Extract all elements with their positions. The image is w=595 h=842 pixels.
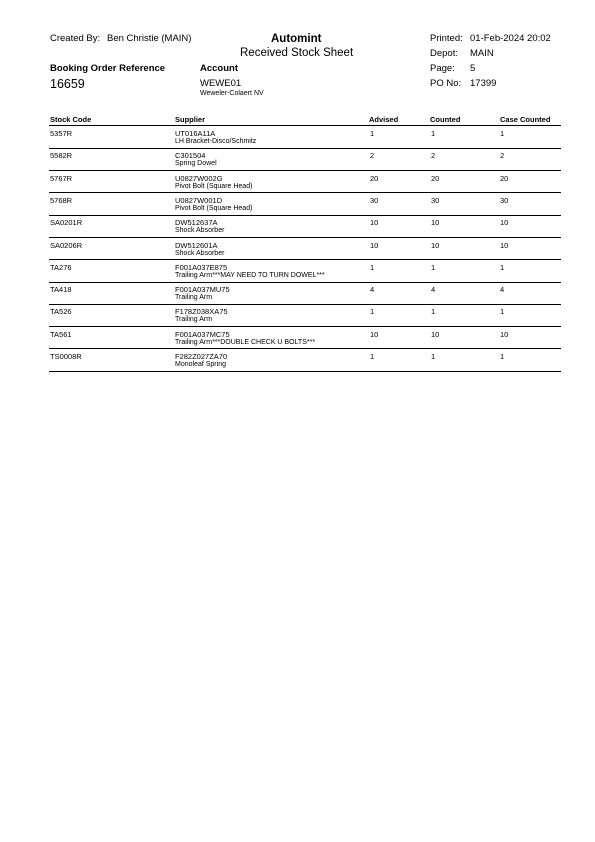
case-counted-qty: 10: [500, 329, 509, 339]
booking-ref-label: Booking Order Reference: [50, 63, 166, 74]
stock-code: 5767R: [50, 173, 73, 183]
advised-qty: 1: [370, 129, 375, 138]
case-counted-qty: 10: [500, 218, 509, 228]
advised-qty: 1: [370, 352, 375, 361]
supplier-code: U0827W002G: [175, 173, 223, 183]
case-counted-qty: 30: [500, 195, 509, 205]
company-name: Automint: [271, 33, 322, 45]
item-description: Trailing Arm: [175, 294, 213, 302]
stock-code: 5357R: [50, 129, 73, 138]
counted-qty: 10: [431, 218, 440, 228]
stock-code: TA526: [50, 307, 72, 317]
advised-qty: 10: [370, 240, 379, 250]
item-description: Trailing Arm***DOUBLE CHECK U BOLTS***: [175, 338, 316, 346]
advised-qty: 30: [370, 195, 379, 205]
printed-value: 01-Feb-2024 20:02: [470, 33, 551, 44]
col-advised: Advised: [369, 115, 399, 124]
advised-qty: 1: [370, 307, 375, 317]
counted-qty: 30: [431, 195, 440, 205]
case-counted-qty: 1: [500, 262, 505, 272]
counted-qty: 4: [431, 285, 436, 295]
col-stock-code: Stock Code: [50, 115, 92, 124]
counted-qty: 1: [431, 352, 436, 361]
item-description: Monoleaf Spring: [175, 361, 226, 368]
depot-value: MAIN: [470, 48, 494, 59]
counted-qty: 10: [431, 329, 440, 339]
item-description: Pivot Bolt (Square Head): [175, 182, 253, 190]
table-row: [0, 126, 595, 148]
account-name: Weweler-Colaert NV: [200, 90, 264, 97]
depot-label: Depot:: [430, 48, 458, 59]
case-counted-qty: 4: [500, 285, 505, 295]
col-supplier: Supplier: [175, 115, 206, 124]
created-by-label: Created By:: [50, 33, 101, 44]
table-row: [0, 304, 595, 326]
page-value: 5: [470, 63, 476, 74]
stock-code: TA276: [50, 262, 72, 272]
table-row: [0, 215, 595, 237]
created-by-value: Ben Christie (MAIN): [107, 33, 192, 44]
case-counted-qty: 1: [500, 129, 505, 138]
stock-code: TS0008R: [50, 352, 82, 361]
stock-code: 5582R: [50, 151, 73, 161]
counted-qty: 20: [431, 173, 440, 183]
item-description: Shock Absorber: [175, 227, 225, 235]
row-divider: [49, 371, 561, 372]
account-label: Account: [200, 63, 238, 74]
printed-label: Printed:: [430, 33, 463, 44]
item-description: Trailing Arm: [175, 316, 213, 324]
case-counted-qty: 1: [500, 352, 505, 361]
col-counted: Counted: [430, 115, 461, 124]
po-label: PO No:: [430, 78, 462, 89]
supplier-code: UT016A11A: [175, 129, 216, 138]
case-counted-qty: 20: [500, 173, 509, 183]
supplier-code: F001A037E875: [175, 262, 228, 272]
supplier-code: U0827W001D: [175, 195, 223, 205]
advised-qty: 2: [370, 151, 375, 161]
po-value: 17399: [470, 78, 497, 89]
col-case-counted: Case Counted: [500, 115, 551, 124]
counted-qty: 1: [431, 307, 436, 317]
sheet-title: Received Stock Sheet: [240, 47, 354, 59]
advised-qty: 1: [370, 262, 375, 272]
advised-qty: 10: [370, 218, 379, 228]
case-counted-qty: 2: [500, 151, 505, 161]
account-code: WEWE01: [200, 78, 242, 89]
supplier-code: DW512601A: [175, 240, 218, 250]
supplier-code: DW512637A: [175, 218, 218, 228]
item-description: Trailing Arm***MAY NEED TO TURN DOWEL***: [175, 271, 325, 279]
stock-code: TA418: [50, 285, 72, 295]
case-counted-qty: 1: [500, 307, 505, 317]
supplier-code: F001A037MC75: [175, 329, 230, 339]
table-row: [0, 349, 595, 371]
page-label: Page:: [430, 63, 455, 74]
item-description: Pivot Bolt (Square Head): [175, 204, 253, 212]
stock-code: 5768R: [50, 195, 73, 205]
advised-qty: 10: [370, 329, 379, 339]
advised-qty: 20: [370, 173, 379, 183]
item-description: LH Bracket-Disco/Schmitz: [175, 138, 257, 145]
supplier-code: C301504: [175, 151, 206, 161]
table-row: [0, 148, 595, 170]
table-row: [0, 282, 595, 304]
table-row: [0, 171, 595, 193]
counted-qty: 2: [431, 151, 436, 161]
item-description: Shock Absorber: [175, 249, 225, 257]
table-row: [0, 238, 595, 260]
counted-qty: 1: [431, 262, 436, 272]
stock-code: TA561: [50, 329, 72, 339]
counted-qty: 10: [431, 240, 440, 250]
table-row: [0, 193, 595, 215]
case-counted-qty: 10: [500, 240, 509, 250]
counted-qty: 1: [431, 129, 436, 138]
advised-qty: 4: [370, 285, 375, 295]
table-row: [0, 260, 595, 282]
booking-ref-value: 16659: [50, 77, 85, 91]
supplier-code: F178Z038XA75: [175, 307, 228, 317]
item-description: Spring Dowel: [175, 160, 217, 168]
table-row: [0, 327, 595, 349]
supplier-code: F001A037MU75: [175, 285, 230, 295]
stock-code: SA0201R: [50, 218, 83, 228]
stock-code: SA0206R: [50, 240, 83, 250]
supplier-code: F282Z027ZA70: [175, 352, 228, 361]
